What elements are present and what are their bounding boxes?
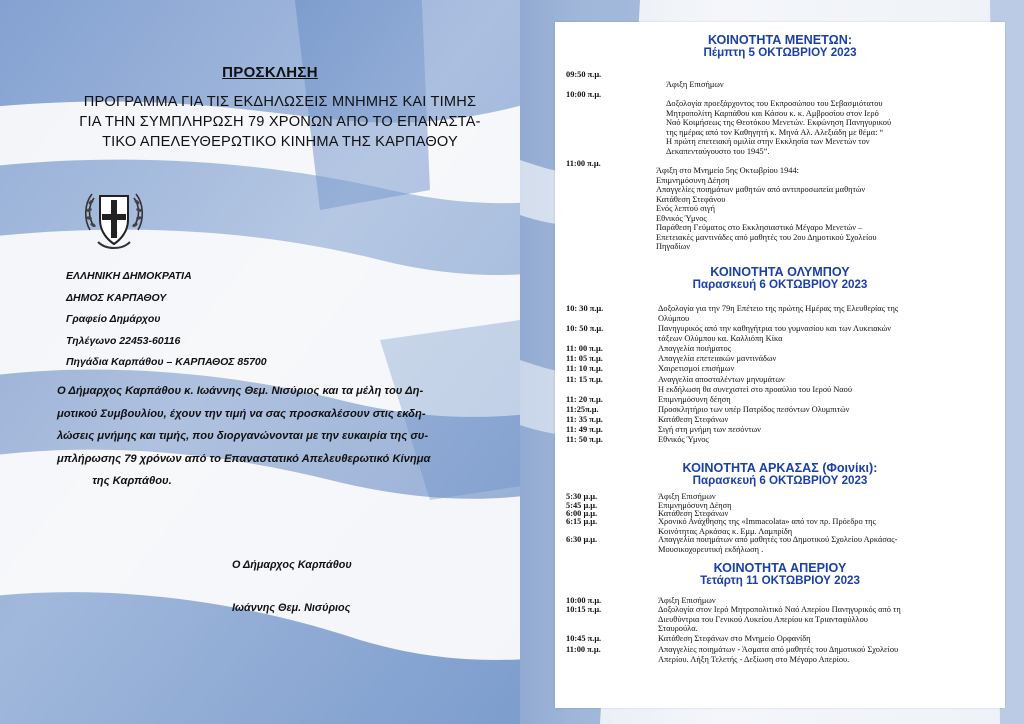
paragraph-line: Ο Δήμαρχος Καρπάθου κ. Ιωάννης Θεμ. Νισύριος και τα μέλη του Δη- xyxy=(57,385,424,397)
event-time: 11: 05 π.μ. xyxy=(566,354,603,363)
community-date: Παρασκευή 6 ΟΚΤΩΒΡΙΟΥ 2023 xyxy=(692,278,868,291)
event-text: Απαγγελία ποιημάτων από μαθητές του Δημοτικού Σχολείου Αρκάσας- Μουσικοχορευτική εκδήλωση . xyxy=(658,535,898,554)
event-text: Άφιξη Επισήμων xyxy=(666,80,724,89)
program-heading xyxy=(30,92,530,152)
event-text: Επιμνημόσυνη δέηση xyxy=(658,395,731,404)
event-text: Δοξολογία στον Ιερό Μητροπολιτικό Ναό Απερίου Πανηγυρικός από τη Διευθύντρια του Γενικού Λυκείου Απερίου κα Τριανταφύλλου Σταυρούλα. xyxy=(658,605,901,633)
event-text: Κατάθεση Στεφάνων xyxy=(658,415,729,424)
event-time: 6:30 μ.μ. xyxy=(566,535,598,544)
event-time: 11: 00 π.μ. xyxy=(566,344,603,353)
community-date: Τετάρτη 11 ΟΚΤΩΒΡΙΟΥ 2023 xyxy=(700,574,860,587)
paragraph-line: μπλήρωσης 79 χρόνων από το Επαναστατικό Απελευθερωτικό Κίνημα xyxy=(57,452,431,465)
event-text: Σιγή στη μνήμη των πεσόντων xyxy=(658,425,761,434)
event-text: Επιμνημόσυνη Δέηση xyxy=(658,501,732,510)
event-text: Χρονικό Ανάχθησης της «Immacolata» από τον πρ. Πρόεδρο της Κοινότητας Αρκάσας κ. Εμμ. Λαμπρίδη xyxy=(658,517,876,536)
info-line: Τηλέγωνο 22453-60116 xyxy=(66,334,181,347)
event-text: Άφιξη Επισήμων xyxy=(658,492,716,501)
heading-line: ΤΙΚΟ ΑΠΕΛΕΥΘΕΡΩΤΙΚΟ ΚΙΝΗΜΑ ΤΗΣ ΚΑΡΠΑΘΟΥ xyxy=(102,134,458,150)
community-date: Παρασκευή 6 ΟΚΤΩΒΡΙΟΥ 2023 xyxy=(692,474,868,487)
event-time: 11: 20 π.μ. xyxy=(566,395,603,404)
paragraph-line: λώσεις μνήμης και τιμής, που διοργανώνονται με την ευκαιρία της συ- xyxy=(57,430,429,442)
event-text: Απαγγελία ποιήματος xyxy=(658,344,732,353)
event-time: 10:15 π.μ. xyxy=(566,605,602,614)
paragraph-line: μοτικού Συμβουλίου, έχουν την τιμή να σας προσκαλέσουν στις εκδη- xyxy=(57,407,426,420)
community-title: ΚΟΙΝΟΤΗΤΑ ΟΛΥΜΠΟΥ xyxy=(710,265,850,279)
event-time: 6:00 μ.μ. xyxy=(566,509,598,518)
event-time: 11: 10 π.μ. xyxy=(566,364,603,373)
event-text: Άφιξη στο Μνημείο 5ης Οκτωβρίου 1944: Επιμνημόσυνη Δέηση Απαγγελίες ποιημάτων μαθητών από αντιπροσωπεία μαθητών Κατάθεση Στεφάνου Ενός λεπτού σιγή Εθνικός Ύμνος Παράθεση Γεύματος στο Εκκλησιαστικό Μέγαρο Μενετών – Επετειακές μαντινάδες από μαθητές του 2ου Δημοτικού Σχολείου Πηγαδίων xyxy=(656,166,877,251)
invitation-paragraph xyxy=(57,380,462,493)
event-time: 10: 30 π.μ. xyxy=(566,304,604,313)
event-text: Κατάθεση Στεφάνων στο Μνημείο Ορφανίδη xyxy=(658,634,811,643)
greek-coat-of-arms-icon xyxy=(80,190,148,254)
office-info xyxy=(66,266,267,374)
event-text: Απαγγελία επετειακών μαντινάδων xyxy=(658,354,777,363)
event-text: Δοξολογία για την 79η Επέτειο της πρώτης Ημέρας της Ελευθερίας της Ολύμπου xyxy=(658,304,899,323)
invitation-title: ΠΡΟΣΚΛΗΣΗ xyxy=(222,64,318,81)
info-line: ΕΛΛΗΝΙΚΗ ΔΗΜΟΚΡΑΤΙΑ xyxy=(66,270,192,282)
event-time: 10:00 π.μ. xyxy=(566,596,602,605)
community-date: Πέμπτη 5 ΟΚΤΩΒΡΙΟΥ 2023 xyxy=(703,46,857,59)
event-time: 10: 50 π.μ. xyxy=(566,324,604,333)
signature-title: Ο Δήμαρχος Καρπάθου xyxy=(232,559,352,571)
event-time: 11: 49 π.μ. xyxy=(566,425,603,434)
event-text: Αναγγελία αποσταλέντων μηνυμάτων Η εκδήλωση θα συνεχιστεί στο προαύλιο του Ιερού Ναού xyxy=(658,375,853,394)
info-line: Πηγάδια Καρπάθου – ΚΑΡΠΑΘΟΣ 85700 xyxy=(66,356,267,368)
info-line: ΔΗΜΟΣ ΚΑΡΠΑΘΟΥ xyxy=(66,291,167,304)
event-text: Κατάθεση Στεφάνων xyxy=(658,509,729,518)
event-time: 10:00 π.μ. xyxy=(566,90,602,99)
heading-line: ΓΙΑ ΤΗΝ ΣΥΜΠΛΗΡΩΣΗ 79 ΧΡΟΝΩΝ ΑΠΟ ΤΟ ΕΠΑΝΑΣΤΑ- xyxy=(79,114,481,130)
community-title: ΚΟΙΝΟΤΗΤΑ ΜΕΝΕΤΩΝ: xyxy=(707,33,853,47)
heading-line: ΠΡΟΓΡΑΜΜΑ ΓΙΑ ΤΙΣ ΕΚΔΗΛΩΣΕΙΣ ΜΝΗΜΗΣ ΚΑΙ ΤΙΜΗΣ xyxy=(83,94,477,110)
event-text: Χαιρετισμοί επισήμων xyxy=(658,364,735,373)
event-text: Εθνικός Ύμνος xyxy=(658,435,709,444)
event-time: 09:50 π.μ. xyxy=(566,70,602,79)
event-time: 11: 15 π.μ. xyxy=(566,375,603,384)
event-time: 11:25π.μ. xyxy=(566,405,599,414)
event-time: 5:45 μ.μ. xyxy=(566,501,598,510)
event-time: 11:00 π.μ. xyxy=(566,645,601,654)
signature-name: Ιωάννης Θεμ. Νισύριος xyxy=(232,602,351,614)
event-time: 5:30 μ.μ. xyxy=(566,492,598,501)
event-time: 11: 50 π.μ. xyxy=(566,435,603,444)
paragraph-line: της Καρπάθου. xyxy=(92,475,172,487)
event-text: Δοξολογία προεξάρχοντος του Εκπροσώπου του Σεβασμιότατου Μητροπολίτη Καρπάθου και Κάσου κ. κ. Αμβροσίου στον Ιερό Ναό Κοιμήσεως της Θεοτόκου Μενετών. Εκφώνηση Πανηγυρικού της ημέρας από τον Καθηγητή κ. Μηνά Αλ. Αλεξιάδη με θέμα: “ Η πρώτη επετειακή ομιλία στην Εκκλησία των Μενετών τον Δεκαπενταύγουστο του 1945”. xyxy=(666,99,892,156)
event-text: Απαγγελίες ποιημάτων - Άσματα από μαθητές του Δημοτικού Σχολείου Απερίου. Λήξη Τελετής - Δεξίωση στο Μέγαρο Απερίου. xyxy=(658,645,899,664)
event-text: Άφιξη Επισήμων xyxy=(658,596,716,605)
event-text: Πανηγυρικός από την καθηγήτρια του γυμνασίου και των Λυκειακών τάξεων Ολύμπου κα. Καλλιόπη Κίκα xyxy=(658,324,892,343)
event-time: 10:45 π.μ. xyxy=(566,634,602,643)
event-time: 11:00 π.μ. xyxy=(566,159,601,168)
community-title: ΚΟΙΝΟΤΗΤΑ ΑΠΕΡΙΟΥ xyxy=(713,561,847,575)
community-title: ΚΟΙΝΟΤΗΤΑ ΑΡΚΑΣΑΣ (Φοινίκι): xyxy=(682,461,878,475)
info-line: Γραφείο Δημάρχου xyxy=(66,313,161,325)
event-text: Προσκλητήριο των υπέρ Πατρίδος πεσόντων Ολυμπιτών xyxy=(658,405,850,414)
event-time: 6:15 μ.μ. xyxy=(566,517,598,526)
event-time: 11: 35 π.μ. xyxy=(566,415,603,424)
